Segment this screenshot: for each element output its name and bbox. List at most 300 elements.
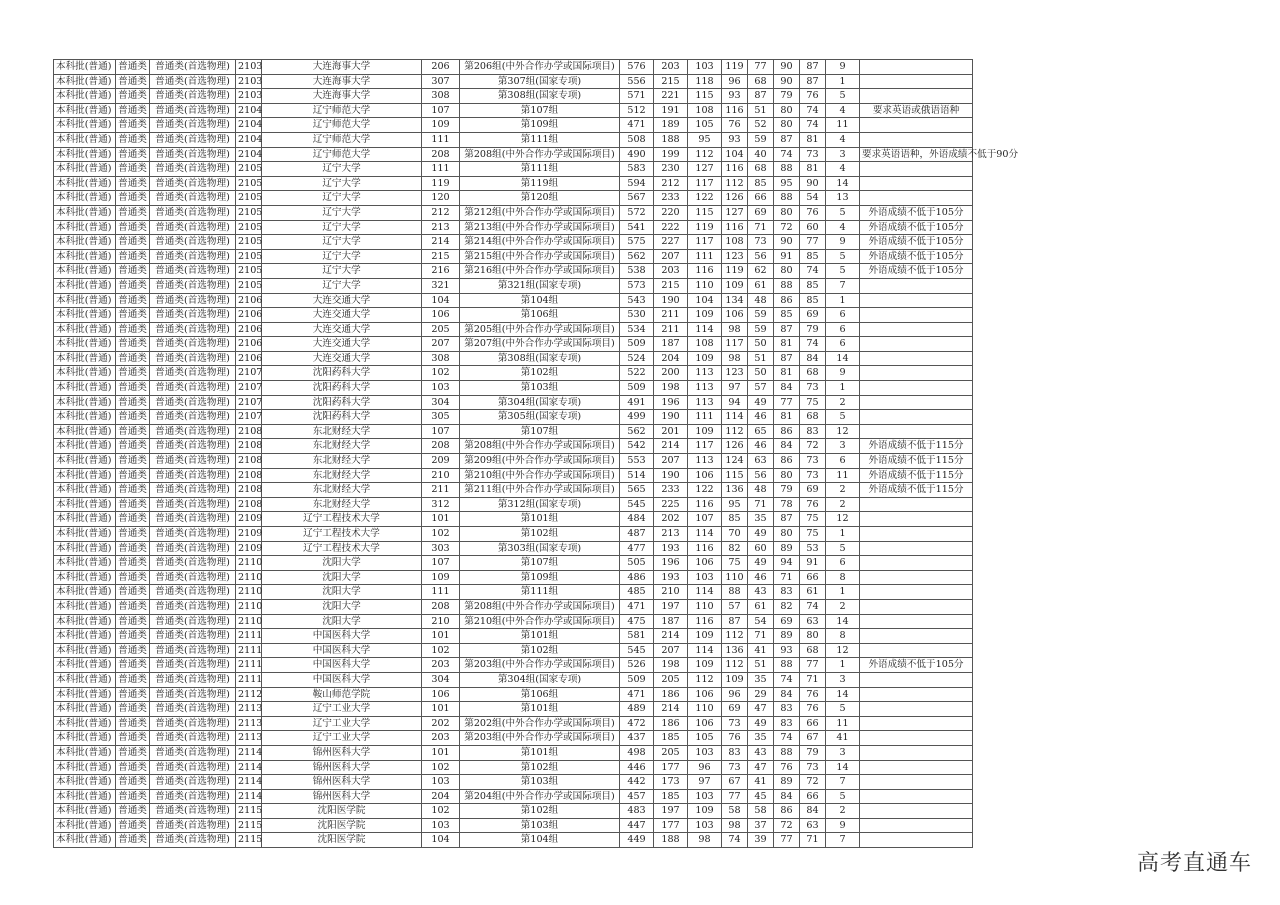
- table-cell: 本科批(普通): [54, 702, 116, 717]
- table-cell: 普通类: [116, 483, 150, 498]
- table-cell: 114: [688, 527, 722, 542]
- table-cell: 114: [688, 643, 722, 658]
- table-cell: 207: [422, 337, 460, 352]
- table-cell: 109: [422, 570, 460, 585]
- table-cell: 89: [774, 629, 800, 644]
- table-cell: 214: [422, 235, 460, 250]
- table-cell: 鞍山师范学院: [262, 687, 422, 702]
- table-cell: 106: [688, 716, 722, 731]
- table-cell: 94: [774, 556, 800, 571]
- table-cell: 80: [774, 264, 800, 279]
- table-cell: 本科批(普通): [54, 278, 116, 293]
- table-cell: 73: [748, 235, 774, 250]
- table-cell: 77: [800, 658, 826, 673]
- table-cell: 2115: [236, 804, 262, 819]
- table-cell: 103: [688, 818, 722, 833]
- table-cell: 普通类: [116, 74, 150, 89]
- table-cell: 73: [800, 381, 826, 396]
- table-cell: 5: [826, 264, 860, 279]
- table-cell: 136: [722, 483, 748, 498]
- table-row: [54, 833, 973, 848]
- table-cell: 305: [422, 410, 460, 425]
- table-cell: 98: [688, 833, 722, 848]
- table-cell: 11: [826, 118, 860, 133]
- table-cell: [860, 804, 973, 819]
- table-cell: 526: [620, 658, 654, 673]
- table-cell: 5: [826, 702, 860, 717]
- table-cell: 126: [722, 439, 748, 454]
- table-cell: [860, 833, 973, 848]
- table-cell: 86: [774, 454, 800, 469]
- table-cell: 46: [748, 439, 774, 454]
- table-cell: 304: [422, 395, 460, 410]
- table-cell: 普通类(首选物理): [150, 366, 236, 381]
- table-cell: 普通类(首选物理): [150, 308, 236, 323]
- table-cell: 197: [654, 804, 688, 819]
- table-cell: 2105: [236, 278, 262, 293]
- table-cell: [860, 162, 973, 177]
- table-cell: 74: [774, 731, 800, 746]
- table-cell: 普通类: [116, 614, 150, 629]
- table-cell: 190: [654, 410, 688, 425]
- table-cell: 457: [620, 789, 654, 804]
- table-cell: 第208组(中外合作办学或国际项目): [460, 439, 620, 454]
- table-cell: 50: [748, 337, 774, 352]
- table-cell: 61: [748, 599, 774, 614]
- table-cell: 80: [774, 527, 800, 542]
- table-row: [54, 731, 973, 746]
- table-row: [54, 775, 973, 790]
- table-cell: 35: [748, 512, 774, 527]
- table-cell: 47: [748, 760, 774, 775]
- table-cell: 113: [688, 395, 722, 410]
- table-cell: 普通类: [116, 132, 150, 147]
- table-cell: 114: [688, 585, 722, 600]
- table-cell: 573: [620, 278, 654, 293]
- table-cell: 97: [722, 381, 748, 396]
- table-cell: 锦州医科大学: [262, 745, 422, 760]
- table-cell: 普通类(首选物理): [150, 220, 236, 235]
- table-cell: 74: [800, 599, 826, 614]
- table-cell: 普通类(首选物理): [150, 731, 236, 746]
- table-cell: 本科批(普通): [54, 687, 116, 702]
- table-cell: [860, 410, 973, 425]
- table-cell: 2106: [236, 351, 262, 366]
- table-cell: 75: [800, 512, 826, 527]
- table-cell: 59: [748, 322, 774, 337]
- table-cell: 512: [620, 103, 654, 118]
- table-cell: [860, 614, 973, 629]
- table-cell: 本科批(普通): [54, 220, 116, 235]
- table-cell: 124: [722, 454, 748, 469]
- table-cell: 本科批(普通): [54, 541, 116, 556]
- table-cell: 80: [774, 205, 800, 220]
- table-cell: 普通类: [116, 249, 150, 264]
- table-cell: 108: [688, 103, 722, 118]
- table-cell: 要求英语语种，外语成绩不低于90分: [860, 147, 973, 162]
- table-cell: 203: [422, 658, 460, 673]
- table-cell: 101: [422, 512, 460, 527]
- table-row: [54, 483, 973, 498]
- table-cell: 136: [722, 643, 748, 658]
- table-cell: 196: [654, 395, 688, 410]
- table-cell: 普通类: [116, 468, 150, 483]
- table-cell: 88: [774, 745, 800, 760]
- table-cell: 沈阳药科大学: [262, 381, 422, 396]
- table-cell: 541: [620, 220, 654, 235]
- table-cell: 81: [800, 132, 826, 147]
- table-cell: 13: [826, 191, 860, 206]
- table-cell: 5: [826, 249, 860, 264]
- table-cell: 102: [422, 804, 460, 819]
- table-cell: 177: [654, 818, 688, 833]
- table-cell: 84: [774, 381, 800, 396]
- table-cell: 216: [422, 264, 460, 279]
- table-cell: 85: [774, 308, 800, 323]
- table-cell: 普通类: [116, 672, 150, 687]
- table-cell: 208: [422, 599, 460, 614]
- table-cell: 74: [800, 337, 826, 352]
- table-cell: 2: [826, 599, 860, 614]
- table-cell: 211: [654, 308, 688, 323]
- table-cell: 2109: [236, 541, 262, 556]
- table-cell: 普通类: [116, 541, 150, 556]
- table-cell: 562: [620, 424, 654, 439]
- table-cell: 6: [826, 454, 860, 469]
- table-cell: 9: [826, 818, 860, 833]
- table-cell: 普通类(首选物理): [150, 381, 236, 396]
- table-cell: 第208组(中外合作办学或国际项目): [460, 599, 620, 614]
- table-cell: 69: [800, 483, 826, 498]
- table-cell: 71: [800, 672, 826, 687]
- table-cell: 普通类(首选物理): [150, 337, 236, 352]
- table-cell: 普通类: [116, 235, 150, 250]
- table-cell: 483: [620, 804, 654, 819]
- table-cell: 534: [620, 322, 654, 337]
- table-cell: 2104: [236, 118, 262, 133]
- table-cell: 49: [748, 716, 774, 731]
- table-cell: 230: [654, 162, 688, 177]
- table-cell: 93: [722, 89, 748, 104]
- table-cell: 215: [654, 74, 688, 89]
- table-cell: 59: [748, 308, 774, 323]
- table-cell: 辽宁大学: [262, 278, 422, 293]
- table-cell: 83: [722, 745, 748, 760]
- table-cell: 491: [620, 395, 654, 410]
- table-cell: 88: [774, 191, 800, 206]
- table-cell: 106: [688, 468, 722, 483]
- table-cell: 74: [774, 672, 800, 687]
- table-cell: 本科批(普通): [54, 337, 116, 352]
- table-cell: 62: [748, 264, 774, 279]
- table-cell: 106: [422, 308, 460, 323]
- table-cell: [860, 585, 973, 600]
- table-cell: 第109组: [460, 570, 620, 585]
- table-cell: [860, 322, 973, 337]
- table-cell: 119: [688, 220, 722, 235]
- table-cell: 225: [654, 497, 688, 512]
- table-cell: 2105: [236, 191, 262, 206]
- table-cell: 87: [800, 74, 826, 89]
- table-cell: 普通类(首选物理): [150, 833, 236, 848]
- table-cell: 222: [654, 220, 688, 235]
- table-body: [54, 60, 1019, 848]
- table-cell: 5: [826, 410, 860, 425]
- table-cell: 447: [620, 818, 654, 833]
- table-cell: 2114: [236, 760, 262, 775]
- table-cell: 103: [422, 381, 460, 396]
- table-cell: 75: [722, 556, 748, 571]
- table-cell: 567: [620, 191, 654, 206]
- table-cell: 105: [688, 731, 722, 746]
- table-cell: 75: [800, 395, 826, 410]
- table-cell: 2105: [236, 162, 262, 177]
- table-cell: 76: [722, 731, 748, 746]
- table-cell: 48: [748, 293, 774, 308]
- table-cell: 普通类: [116, 716, 150, 731]
- table-row: [54, 278, 973, 293]
- table-cell: 2109: [236, 512, 262, 527]
- table-cell: 9: [826, 366, 860, 381]
- table-cell: 41: [748, 643, 774, 658]
- table-cell: 81: [800, 162, 826, 177]
- table-row: [54, 381, 973, 396]
- table-cell: 普通类(首选物理): [150, 789, 236, 804]
- table-cell: 117: [688, 235, 722, 250]
- table-cell: 普通类(首选物理): [150, 410, 236, 425]
- table-cell: 206: [422, 60, 460, 75]
- table-cell: 第106组: [460, 308, 620, 323]
- table-cell: 123: [722, 366, 748, 381]
- table-cell: 普通类(首选物理): [150, 541, 236, 556]
- table-cell: 本科批(普通): [54, 775, 116, 790]
- table-cell: 207: [654, 643, 688, 658]
- table-cell: 2108: [236, 483, 262, 498]
- table-cell: 87: [774, 322, 800, 337]
- table-cell: 89: [774, 541, 800, 556]
- table-cell: 第109组: [460, 118, 620, 133]
- table-cell: 109: [722, 278, 748, 293]
- table-cell: 233: [654, 483, 688, 498]
- table-cell: 东北财经大学: [262, 439, 422, 454]
- table-cell: 2114: [236, 775, 262, 790]
- table-cell: 85: [748, 176, 774, 191]
- table-cell: 204: [654, 351, 688, 366]
- table-cell: 中国医科大学: [262, 643, 422, 658]
- table-cell: 118: [688, 74, 722, 89]
- table-cell: 106: [422, 687, 460, 702]
- table-cell: 93: [722, 132, 748, 147]
- table-cell: 109: [688, 629, 722, 644]
- table-cell: 489: [620, 702, 654, 717]
- table-cell: 沈阳大学: [262, 599, 422, 614]
- table-cell: [860, 672, 973, 687]
- table-cell: 95: [688, 132, 722, 147]
- table-cell: 572: [620, 205, 654, 220]
- table-cell: 第308组(国家专项): [460, 351, 620, 366]
- table-cell: 本科批(普通): [54, 527, 116, 542]
- table-cell: 205: [654, 745, 688, 760]
- table-cell: 87: [722, 614, 748, 629]
- table-cell: 普通类: [116, 410, 150, 425]
- table-cell: 本科批(普通): [54, 191, 116, 206]
- table-cell: 14: [826, 760, 860, 775]
- table-cell: 普通类: [116, 293, 150, 308]
- table-cell: 本科批(普通): [54, 264, 116, 279]
- table-cell: 102: [422, 527, 460, 542]
- table-cell: 80: [800, 629, 826, 644]
- table-cell: 85: [800, 278, 826, 293]
- table-cell: 210: [422, 614, 460, 629]
- table-cell: 98: [722, 818, 748, 833]
- table-cell: 普通类(首选物理): [150, 629, 236, 644]
- table-cell: 77: [748, 60, 774, 75]
- table-cell: 204: [422, 789, 460, 804]
- table-cell: 8: [826, 629, 860, 644]
- table-cell: 普通类: [116, 147, 150, 162]
- table-cell: 第107组: [460, 556, 620, 571]
- table-cell: 第203组(中外合作办学或国际项目): [460, 731, 620, 746]
- table-cell: 115: [688, 205, 722, 220]
- table-cell: 第102组: [460, 804, 620, 819]
- table-cell: 普通类: [116, 191, 150, 206]
- table-cell: 辽宁师范大学: [262, 132, 422, 147]
- table-cell: 6: [826, 322, 860, 337]
- table-cell: 沈阳药科大学: [262, 366, 422, 381]
- table-cell: 普通类(首选物理): [150, 439, 236, 454]
- table-cell: 本科批(普通): [54, 89, 116, 104]
- table-cell: 509: [620, 337, 654, 352]
- table-cell: 2108: [236, 454, 262, 469]
- table-cell: 2111: [236, 629, 262, 644]
- table-row: [54, 424, 973, 439]
- table-cell: 48: [748, 483, 774, 498]
- table-cell: 312: [422, 497, 460, 512]
- table-cell: 大连海事大学: [262, 89, 422, 104]
- table-cell: 普通类(首选物理): [150, 322, 236, 337]
- table-cell: 本科批(普通): [54, 235, 116, 250]
- table-cell: 2107: [236, 381, 262, 396]
- table-cell: 普通类(首选物理): [150, 60, 236, 75]
- table-cell: 116: [688, 541, 722, 556]
- table-cell: 沈阳大学: [262, 570, 422, 585]
- table-cell: 115: [688, 89, 722, 104]
- table-cell: 111: [422, 132, 460, 147]
- table-cell: 522: [620, 366, 654, 381]
- table-cell: 东北财经大学: [262, 497, 422, 512]
- table-cell: 2104: [236, 132, 262, 147]
- table-cell: 68: [748, 162, 774, 177]
- table-cell: 9: [826, 60, 860, 75]
- table-row: [54, 395, 973, 410]
- table-cell: 127: [688, 162, 722, 177]
- table-cell: 571: [620, 89, 654, 104]
- table-cell: [860, 337, 973, 352]
- table-cell: [860, 278, 973, 293]
- table-cell: 第111组: [460, 132, 620, 147]
- table-cell: 112: [722, 629, 748, 644]
- table-cell: 215: [422, 249, 460, 264]
- table-cell: 本科批(普通): [54, 497, 116, 512]
- table-cell: 普通类: [116, 658, 150, 673]
- table-cell: 2105: [236, 220, 262, 235]
- table-cell: 103: [688, 60, 722, 75]
- table-cell: 304: [422, 672, 460, 687]
- table-cell: 185: [654, 731, 688, 746]
- table-cell: 530: [620, 308, 654, 323]
- table-cell: 210: [422, 468, 460, 483]
- table-cell: 80: [774, 103, 800, 118]
- table-cell: 大连海事大学: [262, 60, 422, 75]
- table-cell: 7: [826, 833, 860, 848]
- table-cell: 90: [800, 176, 826, 191]
- table-cell: 189: [654, 118, 688, 133]
- table-cell: 2106: [236, 337, 262, 352]
- table-row: [54, 541, 973, 556]
- table-cell: [860, 541, 973, 556]
- table-cell: 86: [774, 293, 800, 308]
- table-cell: 5: [826, 789, 860, 804]
- table-cell: 74: [774, 147, 800, 162]
- table-cell: 普通类(首选物理): [150, 74, 236, 89]
- table-cell: 2113: [236, 716, 262, 731]
- table-cell: [860, 293, 973, 308]
- table-cell: 普通类(首选物理): [150, 687, 236, 702]
- table-cell: 576: [620, 60, 654, 75]
- table-cell: 普通类: [116, 687, 150, 702]
- table-row: [54, 60, 973, 75]
- table-cell: 普通类: [116, 278, 150, 293]
- table-cell: 95: [774, 176, 800, 191]
- table-cell: 外语成绩不低于105分: [860, 220, 973, 235]
- table-cell: 303: [422, 541, 460, 556]
- table-cell: 187: [654, 337, 688, 352]
- table-cell: 普通类: [116, 760, 150, 775]
- table-cell: 1: [826, 585, 860, 600]
- table-cell: 89: [774, 775, 800, 790]
- table-cell: 第215组(中外合作办学或国际项目): [460, 249, 620, 264]
- table-cell: 普通类(首选物理): [150, 497, 236, 512]
- table-cell: 109: [688, 658, 722, 673]
- table-cell: 212: [654, 176, 688, 191]
- table-cell: 要求英语或俄语语种: [860, 103, 973, 118]
- table-cell: 本科批(普通): [54, 308, 116, 323]
- table-cell: 221: [654, 89, 688, 104]
- table-row: [54, 118, 973, 133]
- table-cell: 50: [748, 366, 774, 381]
- table-cell: [860, 366, 973, 381]
- table-cell: 116: [722, 162, 748, 177]
- table-cell: 43: [748, 585, 774, 600]
- table-cell: 3: [826, 147, 860, 162]
- table-cell: 60: [748, 541, 774, 556]
- table-cell: 193: [654, 570, 688, 585]
- table-cell: 75: [800, 527, 826, 542]
- table-cell: 71: [748, 629, 774, 644]
- table-cell: 第209组(中外合作办学或国际项目): [460, 454, 620, 469]
- table-row: [54, 249, 973, 264]
- table-cell: 72: [774, 220, 800, 235]
- table-cell: 90: [774, 74, 800, 89]
- table-cell: 大连交通大学: [262, 337, 422, 352]
- table-cell: 120: [422, 191, 460, 206]
- table-row: [54, 147, 973, 162]
- table-cell: 普通类(首选物理): [150, 804, 236, 819]
- table-cell: 83: [774, 716, 800, 731]
- table-cell: 普通类(首选物理): [150, 614, 236, 629]
- table-cell: 普通类(首选物理): [150, 103, 236, 118]
- table-cell: 51: [748, 658, 774, 673]
